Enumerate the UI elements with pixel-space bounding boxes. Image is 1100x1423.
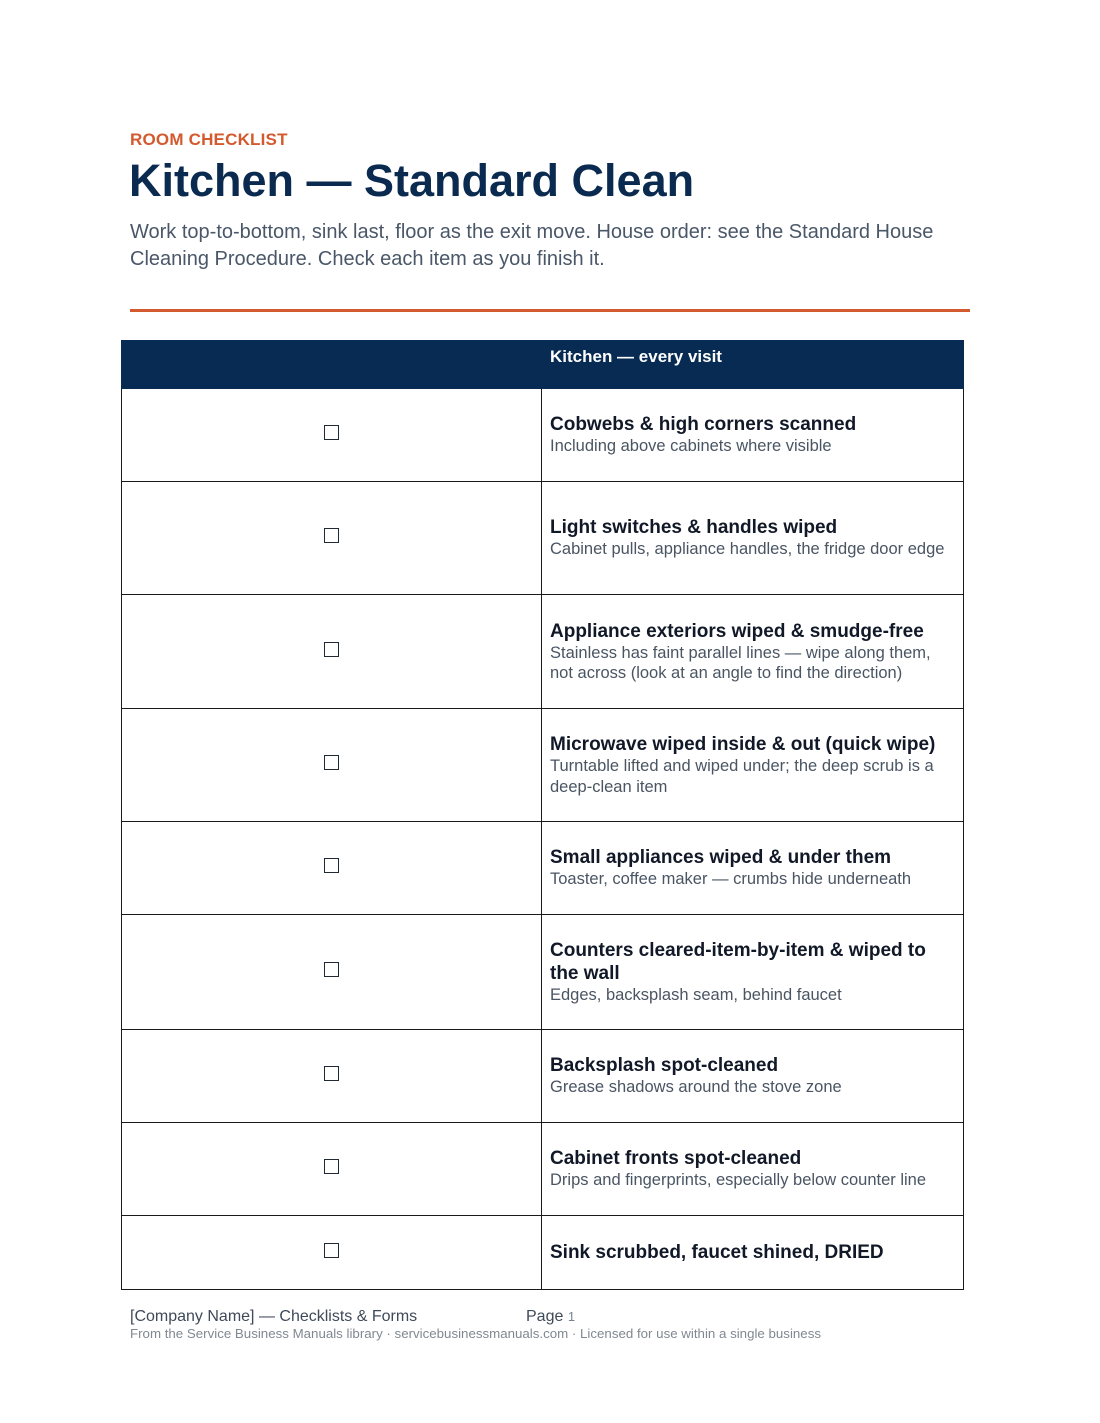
checklist-row: [122, 482, 964, 595]
checklist-row: [122, 915, 964, 1030]
task-note: Edges, backsplash seam, behind faucet: [550, 985, 842, 1004]
checkbox[interactable]: [324, 425, 339, 440]
footer-page: [526, 1308, 575, 1326]
checkbox-cell: [122, 915, 542, 1030]
task-title: Appliance exteriors wiped & smudge-free: [550, 620, 924, 642]
divider: [130, 309, 970, 312]
checklist-body: [122, 389, 964, 1290]
task-title: Sink scrubbed, faucet shined, DRIED: [550, 1242, 884, 1263]
page-title: Kitchen — Standard Clean: [129, 155, 695, 206]
checkbox-cell: [122, 595, 542, 709]
task-title: Backsplash spot-cleaned: [550, 1055, 779, 1077]
checkbox[interactable]: [324, 962, 339, 977]
checklist-row: [122, 1030, 964, 1123]
checkbox[interactable]: [324, 755, 339, 770]
task-note: Cabinet pulls, appliance handles, the fridge door edge: [550, 540, 945, 559]
task-cell: [542, 1030, 964, 1123]
task-title: Cabinet fronts spot-cleaned: [550, 1148, 802, 1170]
checkbox[interactable]: [324, 1159, 339, 1174]
task-cell: [542, 389, 964, 482]
column-header-task: Kitchen — every visit: [542, 341, 964, 389]
checkbox-cell: [122, 482, 542, 595]
checklist-row: [122, 595, 964, 709]
checkbox-cell: [122, 389, 542, 482]
table-header-row: [122, 341, 964, 389]
task-cell: [542, 822, 964, 915]
task-title: Small appliances wiped & under them: [550, 847, 892, 869]
task-title: Counters cleared-item-by-item & wiped to the wall: [550, 939, 926, 984]
checklist-row: [122, 1216, 964, 1290]
checklist-row: [122, 389, 964, 482]
task-note: Stainless has faint parallel lines — wipe along them, not across (look at an angle to find the direction): [550, 643, 931, 682]
footer-page-label: Page: [526, 1308, 564, 1325]
checkbox[interactable]: [324, 1066, 339, 1081]
intro-text: Work top-to-bottom, sink last, floor as the exit move. House order: see the Standard House Cleaning Procedure. Check each item as you finish it.: [130, 221, 934, 270]
checklist-row: [122, 1123, 964, 1216]
task-note: Grease shadows around the stove zone: [550, 1078, 842, 1097]
footer-company: [Company Name] — Checklists & Forms: [130, 1308, 418, 1325]
checkbox[interactable]: [324, 642, 339, 657]
checklist-table: [121, 340, 964, 1290]
checklist-row: [122, 709, 964, 822]
checkbox-cell: [122, 1123, 542, 1216]
task-title: Microwave wiped inside & out (quick wipe): [550, 734, 936, 755]
task-cell: [542, 482, 964, 595]
task-note: Including above cabinets where visible: [550, 437, 832, 456]
task-cell: [542, 915, 964, 1030]
task-note: Drips and fingerprints, especially below counter line: [550, 1171, 927, 1190]
task-note: Toaster, coffee maker — crumbs hide underneath: [550, 870, 912, 889]
column-header-check: [122, 341, 542, 389]
task-note: Turntable lifted and wiped under; the deep scrub is a deep-clean item: [550, 757, 934, 796]
checklist-row: [122, 822, 964, 915]
task-cell: [542, 1216, 964, 1290]
section-eyebrow: ROOM CHECKLIST: [130, 130, 288, 149]
task-title: Light switches & handles wiped: [550, 517, 838, 539]
checkbox[interactable]: [324, 858, 339, 873]
footer-source: From the Service Business Manuals library · servicebusinessmanuals.com · Licensed for use within a single business: [130, 1326, 821, 1341]
checkbox-cell: [122, 1216, 542, 1290]
task-cell: [542, 709, 964, 822]
task-cell: [542, 595, 964, 709]
footer-page-number: 1: [567, 1309, 576, 1324]
checkbox[interactable]: [324, 528, 339, 543]
checkbox[interactable]: [324, 1243, 339, 1258]
checkbox-cell: [122, 709, 542, 822]
checkbox-cell: [122, 1030, 542, 1123]
task-title: Cobwebs & high corners scanned: [550, 414, 857, 436]
task-cell: [542, 1123, 964, 1216]
checkbox-cell: [122, 822, 542, 915]
